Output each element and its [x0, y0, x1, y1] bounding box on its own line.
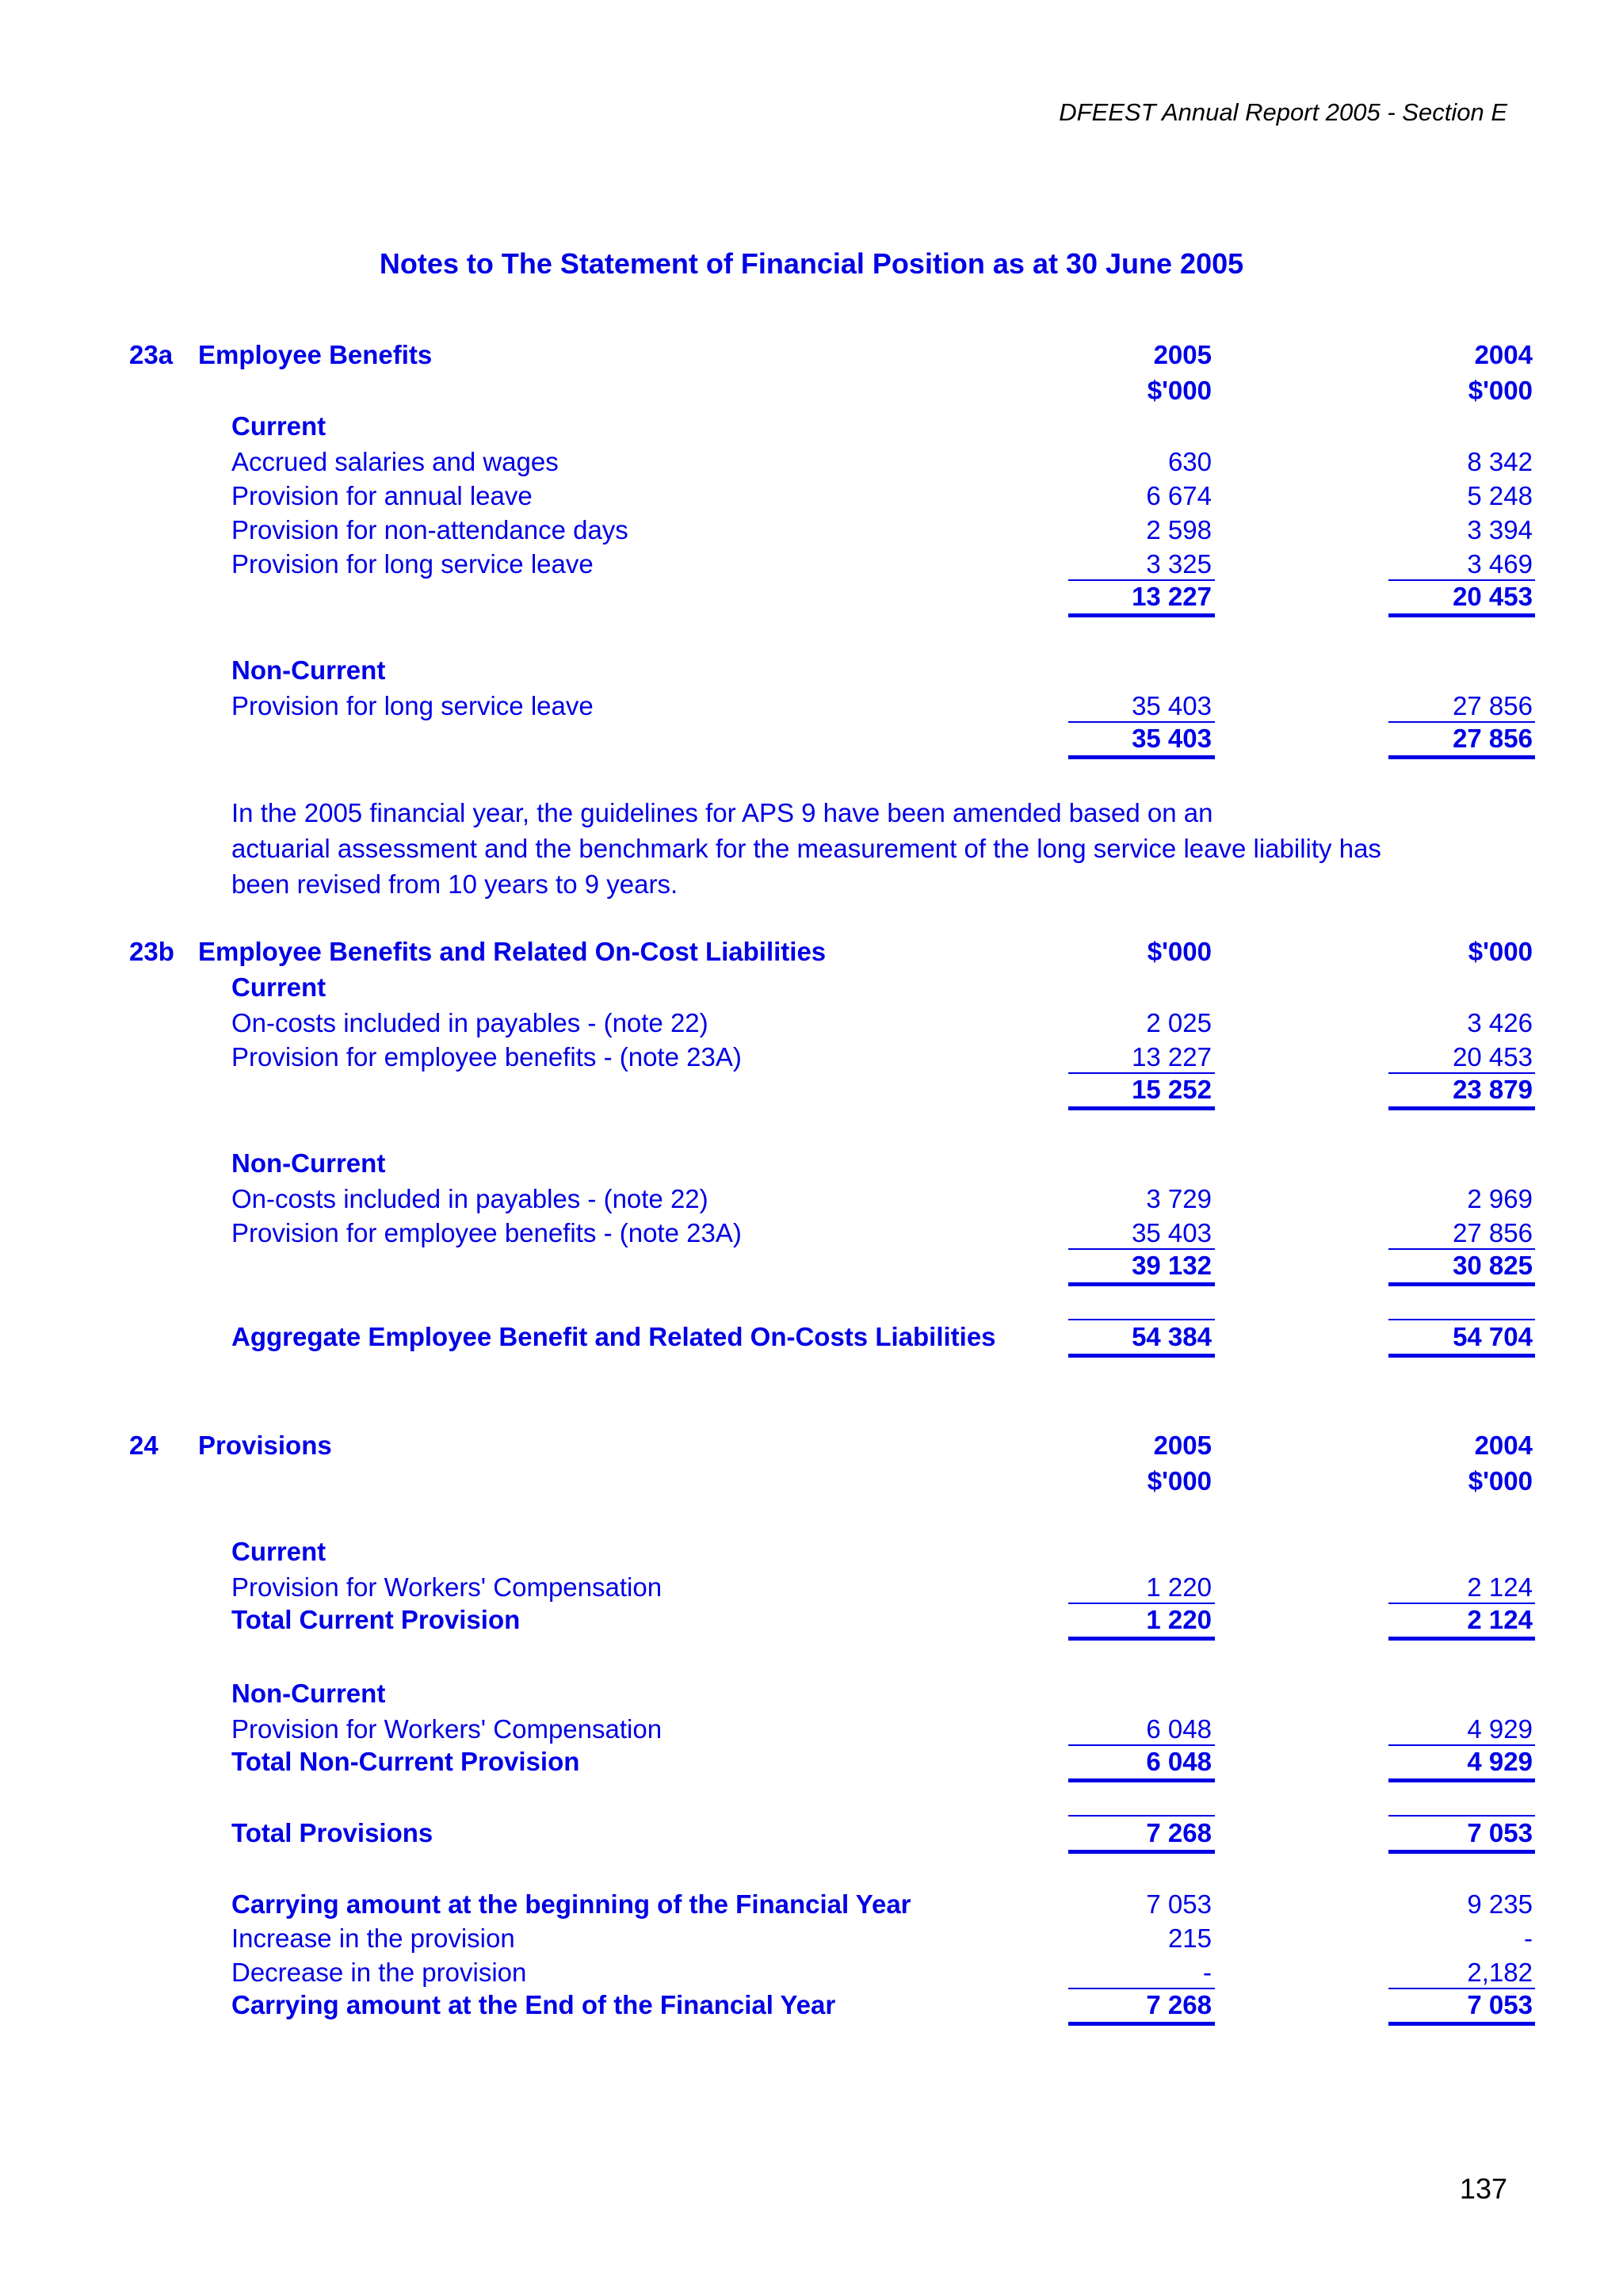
total-rule [1388, 1354, 1535, 1358]
total-provisions-top-rule [1068, 1815, 1215, 1817]
increase-row: Increase in the provision 215 - [231, 1924, 1533, 1953]
running-header: DFEEST Annual Report 2005 - Section E [1059, 98, 1507, 126]
table-row: Provision for Workers' Compensation 6 048 4 929 [231, 1714, 1533, 1744]
aggregate-row: Aggregate Employee Benefit and Related On-Costs Liabilities 54 384 54 704 [231, 1322, 1533, 1351]
total-row: 15 252 23 879 [1132, 1075, 1533, 1104]
total-provisions-top-rule [1388, 1815, 1535, 1817]
table-row: On-costs included in payables - (note 22) 2 025 3 426 [231, 1008, 1533, 1037]
carrying-begin-row: Carrying amount at the beginning of the Financial Year 7 053 9 235 [231, 1889, 1533, 1919]
section-number: 23a [129, 340, 174, 369]
total-rule [1068, 1282, 1215, 1286]
note-paragraph: In the 2005 financial year, the guidelines for APS 9 have been amended based on an actuarial assessment and the benchmark for the measurement of the long service leave liability has been revised from 10 years to 9 years. [231, 798, 1381, 899]
page-title: Notes to The Statement of Financial Position as at 30 June 2005 [379, 247, 1244, 280]
total-row: Total Non-Current Provision 6 048 4 929 [231, 1747, 1533, 1776]
total-row: 39 132 30 825 [1132, 1251, 1533, 1280]
section-number: 23b [129, 937, 174, 966]
section-24-units [0, 1465, 1623, 1497]
section-number: 24 [129, 1431, 158, 1460]
total-provisions-row: Total Provisions 7 268 7 053 [231, 1818, 1533, 1847]
total-rule [1068, 1637, 1215, 1641]
section-23a-heading [0, 339, 1623, 371]
col-2004-unit: $'000 [1468, 1466, 1533, 1496]
table-row: Provision for employee benefits - (note 23A) 35 403 27 856 [231, 1218, 1533, 1247]
section-title: Employee Benefits [198, 340, 433, 369]
total-rule [1068, 1106, 1215, 1110]
total-rule [1388, 755, 1535, 759]
total-rule [1068, 613, 1215, 617]
col-2005-unit: $'000 [1147, 1466, 1212, 1496]
col-2005-year: 2005 [1153, 340, 1212, 369]
total-rule [1388, 613, 1535, 617]
col-2004-year: 2004 [1474, 340, 1533, 369]
table-row: Provision for non-attendance days 2 598 3 394 [231, 515, 1533, 544]
subheading-current: Current [231, 411, 327, 441]
total-row: 13 227 20 453 [1132, 582, 1533, 611]
section-title: Provisions [198, 1431, 332, 1460]
col-2005-unit: $'000 [1147, 937, 1212, 966]
total-rule [1068, 1850, 1215, 1854]
total-rule [1068, 1778, 1215, 1782]
total-row: Total Current Provision 1 220 2 124 [231, 1605, 1533, 1634]
table-row: Provision for employee benefits - (note 23A) 13 227 20 453 [231, 1042, 1533, 1072]
table-row: Provision for annual leave 6 674 5 248 [231, 481, 1533, 510]
section-23b-heading [0, 936, 1623, 968]
subheading-non-current: Non-Current [231, 1148, 386, 1178]
col-2005-unit: $'000 [1147, 376, 1212, 405]
total-rule [1068, 2022, 1215, 2026]
subheading-non-current: Non-Current [231, 1679, 386, 1708]
table-row: Provision for long service leave 35 403 27 856 [231, 691, 1533, 720]
total-rule [1388, 2022, 1535, 2026]
total-rule [1388, 1282, 1535, 1286]
subheading-current: Current [231, 1537, 327, 1566]
decrease-row: Decrease in the provision - 2,182 [231, 1958, 1533, 1987]
page-number: 137 [1459, 2172, 1507, 2205]
total-rule [1388, 1106, 1535, 1110]
section-24-heading [0, 1430, 1623, 1461]
subheading-non-current: Non-Current [231, 655, 386, 685]
carrying-end-row: Carrying amount at the End of the Financial Year 7 268 7 053 [231, 1990, 1533, 2019]
col-2004-year: 2004 [1474, 1431, 1533, 1460]
total-rule [1388, 1850, 1535, 1854]
total-rule [1388, 1637, 1535, 1641]
subheading-current: Current [231, 972, 327, 1002]
section-23a-units [0, 375, 1623, 407]
aggregate-top-rule [1068, 1319, 1215, 1320]
table-row: Provision for Workers' Compensation 1 220 2 124 [231, 1572, 1533, 1602]
aggregate-top-rule [1388, 1319, 1535, 1320]
table-row: Accrued salaries and wages 630 8 342 [231, 447, 1533, 476]
total-row: 35 403 27 856 [1132, 724, 1533, 753]
col-2004-unit: $'000 [1468, 937, 1533, 966]
total-rule [1388, 1778, 1535, 1782]
col-2005-year: 2005 [1153, 1431, 1212, 1460]
table-row: On-costs included in payables - (note 22) 3 729 2 969 [231, 1184, 1533, 1213]
total-rule [1068, 1354, 1215, 1358]
table-row: Provision for long service leave 3 325 3 469 [231, 549, 1533, 579]
section-title: Employee Benefits and Related On-Cost Liabilities [198, 937, 827, 966]
total-rule [1068, 755, 1215, 759]
col-2004-unit: $'000 [1468, 376, 1533, 405]
